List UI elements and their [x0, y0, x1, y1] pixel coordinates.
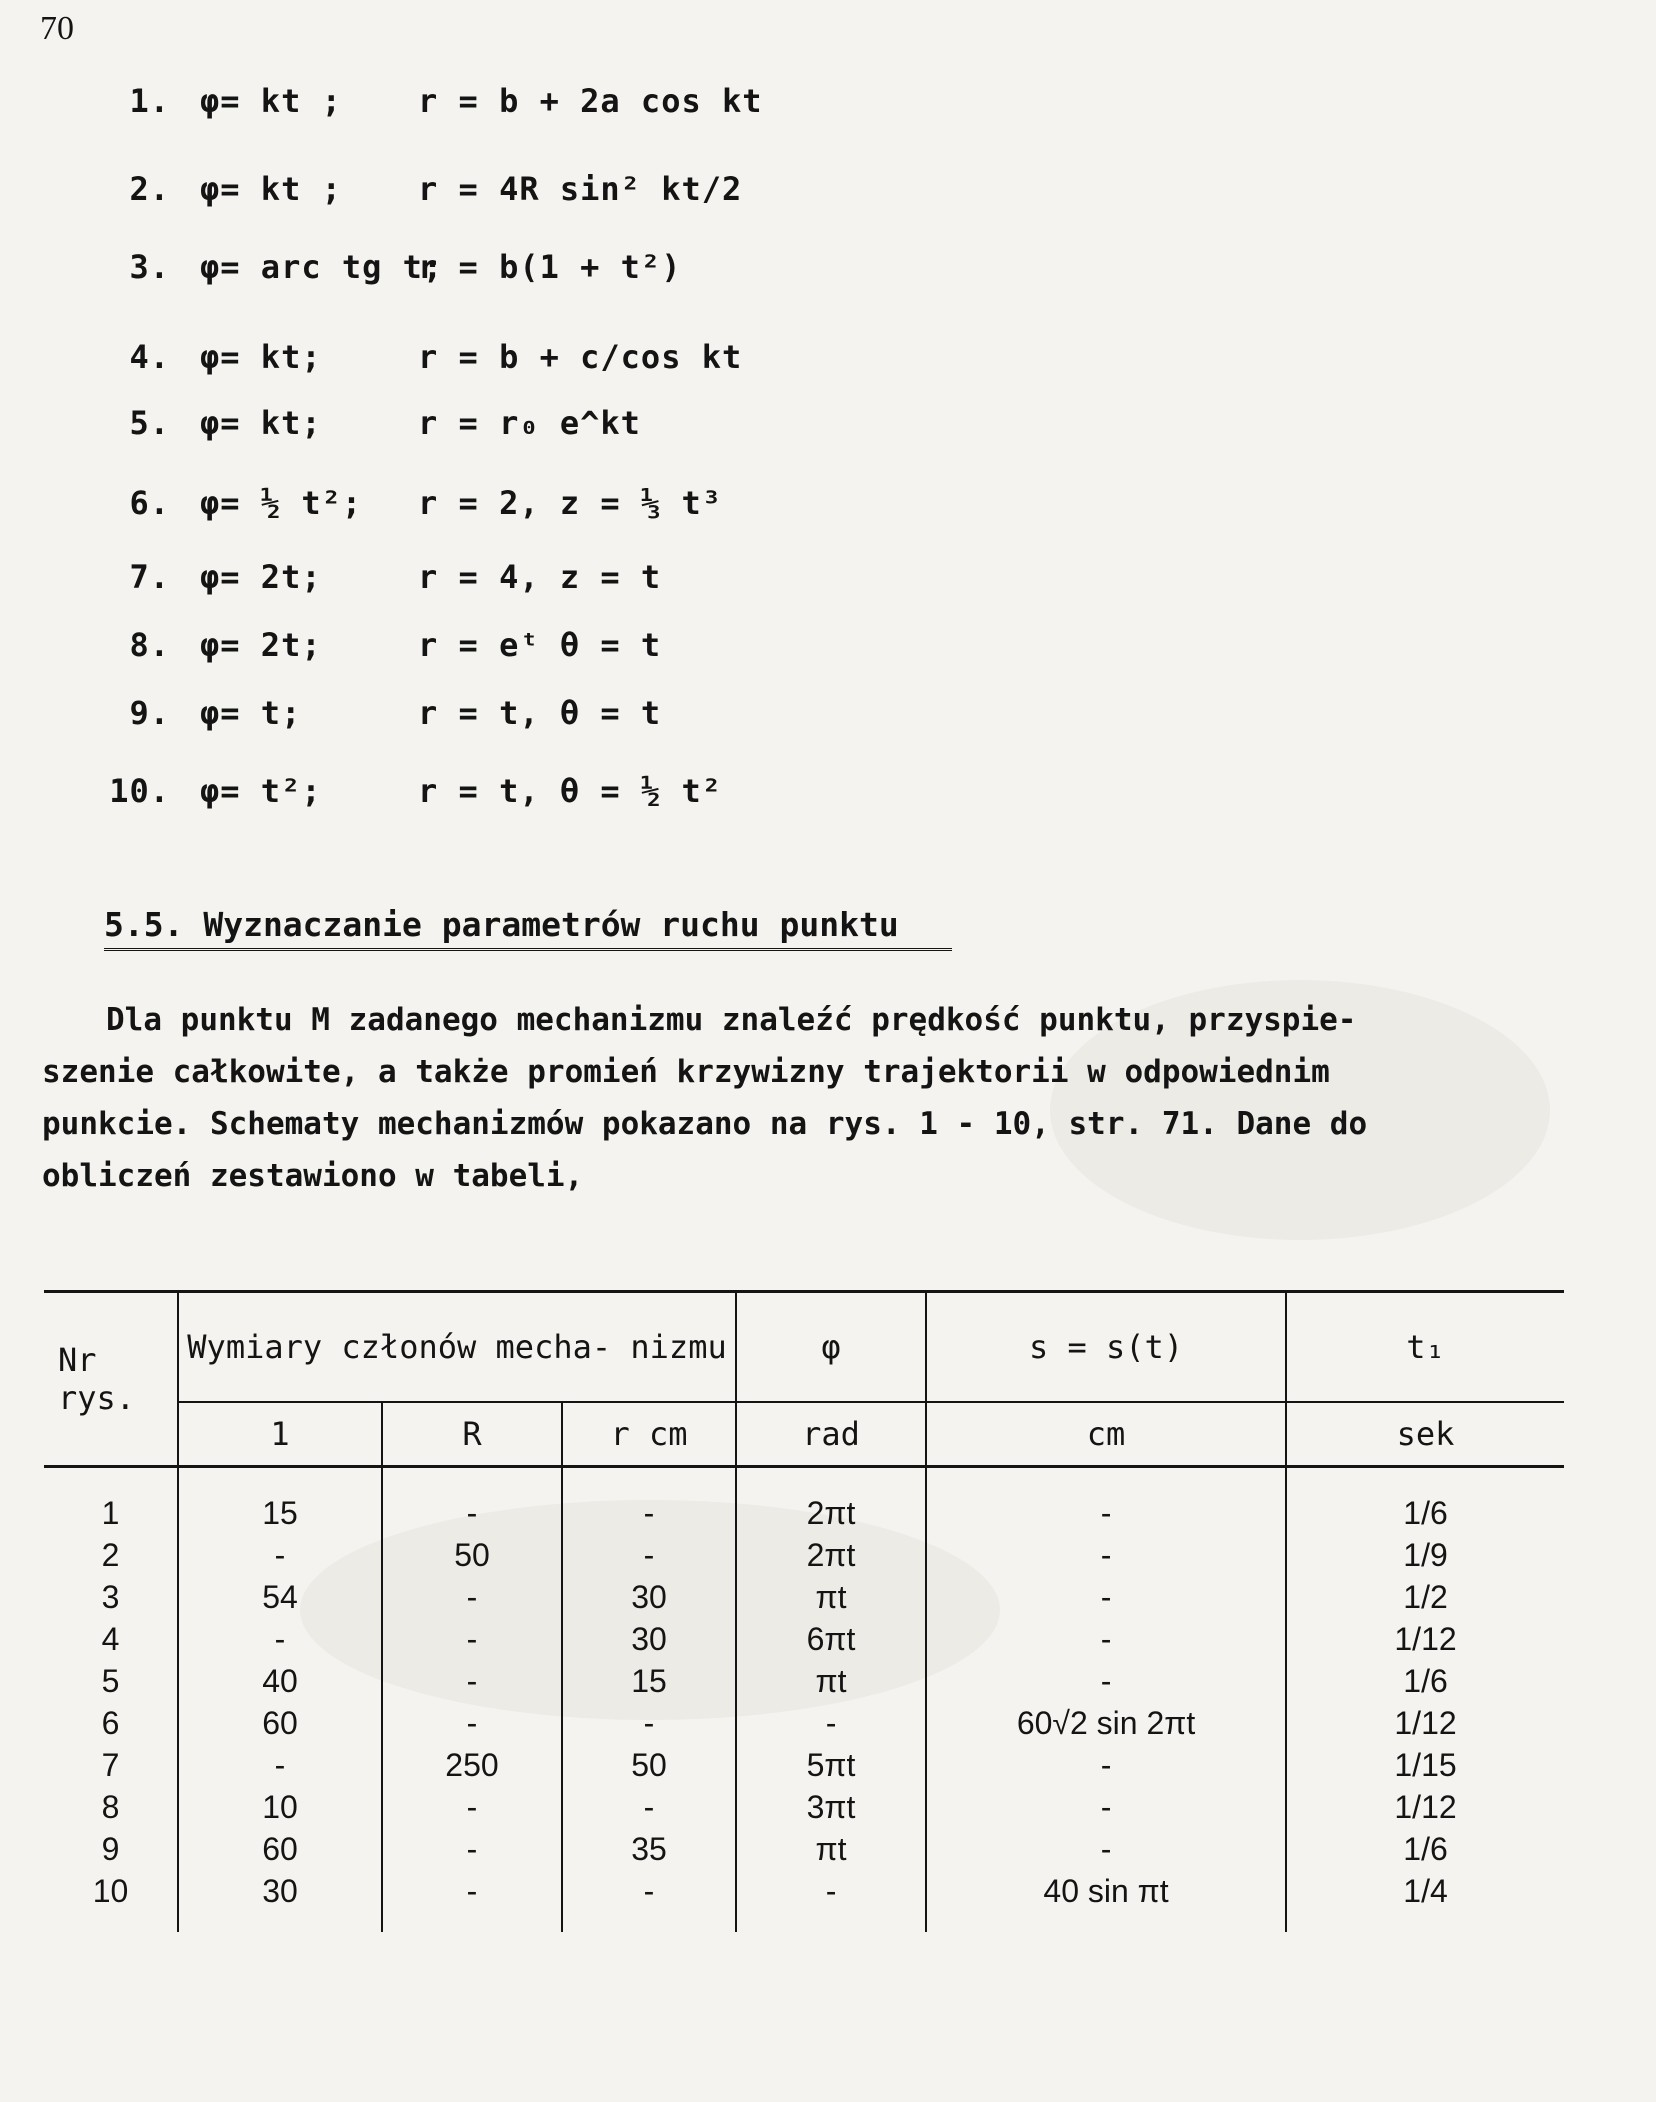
- table-row: [44, 1702, 1564, 1744]
- cell-R: 250: [382, 1744, 562, 1786]
- table-row: [44, 1534, 1564, 1576]
- formula-number: 10.: [109, 772, 170, 810]
- table-row: [44, 1870, 1564, 1932]
- unit-r: r cm: [562, 1402, 736, 1467]
- header-nr-rys: Nr rys.: [44, 1292, 178, 1467]
- paragraph-line: Dla punktu M zadanego mechanizmu znaleźć prędkość punktu, przyspie-: [106, 1002, 1357, 1038]
- cell-R: 50: [382, 1534, 562, 1576]
- formula-radius: r = b + c/cos kt: [418, 338, 743, 376]
- formula-radius: r = eᵗ θ = t: [418, 626, 662, 664]
- cell-r: 30: [562, 1618, 736, 1660]
- paragraph-line: szenie całkowite, a także promień krzywizny trajektorii w odpowiednim: [42, 1054, 1330, 1090]
- formula-phi: φ= arc tg t;: [200, 248, 444, 286]
- table-row: [44, 1576, 1564, 1618]
- formula-number: 9.: [129, 694, 170, 732]
- cell-t1: 1/15: [1286, 1744, 1564, 1786]
- data-table-wrapper: [44, 1290, 1564, 1932]
- cell-t1: 1/12: [1286, 1786, 1564, 1828]
- cell-t1: 1/6: [1286, 1660, 1564, 1702]
- cell-nr: 5: [44, 1660, 178, 1702]
- unit-R: R: [382, 1402, 562, 1467]
- cell-nr: 4: [44, 1618, 178, 1660]
- unit-rad: rad: [736, 1402, 926, 1467]
- cell-l: 30: [178, 1870, 382, 1932]
- formula-radius: r = b + 2a cos kt: [418, 82, 763, 120]
- cell-nr: 2: [44, 1534, 178, 1576]
- formula-phi: φ= t²;: [200, 772, 322, 810]
- table-row: [44, 1828, 1564, 1870]
- unit-sek: sek: [1286, 1402, 1564, 1467]
- cell-s: -: [926, 1828, 1286, 1870]
- formula-phi: φ= 2t;: [200, 626, 322, 664]
- cell-s: -: [926, 1786, 1286, 1828]
- cell-r: -: [562, 1786, 736, 1828]
- cell-l: -: [178, 1534, 382, 1576]
- cell-nr: 10: [44, 1870, 178, 1932]
- formula-row: [100, 338, 860, 394]
- formula-number: 7.: [129, 558, 170, 596]
- formula-row: [100, 772, 860, 828]
- cell-nr: 7: [44, 1744, 178, 1786]
- cell-R: -: [382, 1576, 562, 1618]
- table-units-row: [44, 1402, 1564, 1467]
- cell-l: 10: [178, 1786, 382, 1828]
- formula-row: [100, 484, 860, 540]
- formula-row: [100, 82, 860, 138]
- cell-l: -: [178, 1618, 382, 1660]
- paragraph-line: punkcie. Schematy mechanizmów pokazano na rys. 1 - 10, str. 71. Dane do: [42, 1106, 1368, 1142]
- cell-R: -: [382, 1870, 562, 1932]
- cell-l: 40: [178, 1660, 382, 1702]
- formula-number: 8.: [129, 626, 170, 664]
- cell-l: 60: [178, 1702, 382, 1744]
- cell-r: 35: [562, 1828, 736, 1870]
- cell-t1: 1/6: [1286, 1467, 1564, 1535]
- cell-phi: -: [736, 1870, 926, 1932]
- cell-nr: 3: [44, 1576, 178, 1618]
- cell-nr: 6: [44, 1702, 178, 1744]
- cell-nr: 1: [44, 1467, 178, 1535]
- formula-radius: r = r₀ e^kt: [418, 404, 641, 442]
- cell-s: 60√2 sin 2πt: [926, 1702, 1286, 1744]
- formula-number: 6.: [129, 484, 170, 522]
- cell-r: 30: [562, 1576, 736, 1618]
- formula-radius: r = b(1 + t²): [418, 248, 682, 286]
- cell-phi: 5πt: [736, 1744, 926, 1786]
- formula-number: 5.: [129, 404, 170, 442]
- cell-phi: πt: [736, 1576, 926, 1618]
- header-s: s = s(t): [926, 1292, 1286, 1403]
- cell-phi: πt: [736, 1660, 926, 1702]
- cell-R: -: [382, 1828, 562, 1870]
- formula-row: [100, 170, 860, 226]
- formula-row: [100, 248, 860, 304]
- cell-t1: 1/4: [1286, 1870, 1564, 1932]
- paragraph-line: obliczeń zestawiono w tabeli,: [42, 1158, 584, 1194]
- formula-phi: φ= ½ t²;: [200, 484, 363, 522]
- formula-phi: φ= kt ;: [200, 170, 342, 208]
- cell-t1: 1/12: [1286, 1618, 1564, 1660]
- cell-l: 60: [178, 1828, 382, 1870]
- cell-s: -: [926, 1576, 1286, 1618]
- cell-R: -: [382, 1467, 562, 1535]
- cell-phi: 2πt: [736, 1467, 926, 1535]
- formula-phi: φ= t;: [200, 694, 302, 732]
- unit-l: 1: [178, 1402, 382, 1467]
- cell-R: -: [382, 1660, 562, 1702]
- formula-radius: r = 2, z = ⅓ t³: [418, 484, 722, 522]
- header-phi: φ: [736, 1292, 926, 1403]
- cell-t1: 1/2: [1286, 1576, 1564, 1618]
- formula-number: 4.: [129, 338, 170, 376]
- cell-t1: 1/9: [1286, 1534, 1564, 1576]
- cell-s: -: [926, 1744, 1286, 1786]
- cell-phi: 3πt: [736, 1786, 926, 1828]
- cell-nr: 8: [44, 1786, 178, 1828]
- formula-radius: r = t, θ = ½ t²: [418, 772, 722, 810]
- formula-row: [100, 626, 860, 682]
- formula-phi: φ= 2t;: [200, 558, 322, 596]
- formula-phi: φ= kt ;: [200, 82, 342, 120]
- task-paragraph: [42, 994, 1562, 1202]
- unit-cm: cm: [926, 1402, 1286, 1467]
- cell-r: -: [562, 1467, 736, 1535]
- formula-radius: r = 4, z = t: [418, 558, 662, 596]
- formula-row: [100, 404, 860, 460]
- cell-l: -: [178, 1744, 382, 1786]
- section-heading: 5.5. Wyznaczanie parametrów ruchu punktu: [104, 905, 952, 951]
- page-number: 70: [40, 10, 74, 47]
- formula-radius: r = 4R sin² kt/2: [418, 170, 743, 208]
- formula-number: 3.: [129, 248, 170, 286]
- cell-l: 54: [178, 1576, 382, 1618]
- cell-t1: 1/12: [1286, 1702, 1564, 1744]
- cell-nr: 9: [44, 1828, 178, 1870]
- header-t1: t₁: [1286, 1292, 1564, 1403]
- header-dimensions: Wymiary członów mecha- nizmu: [178, 1292, 736, 1403]
- table-row: [44, 1786, 1564, 1828]
- cell-phi: πt: [736, 1828, 926, 1870]
- formula-number: 2.: [129, 170, 170, 208]
- cell-s: -: [926, 1534, 1286, 1576]
- table-row: [44, 1744, 1564, 1786]
- cell-s: -: [926, 1660, 1286, 1702]
- table-header-row: [44, 1292, 1564, 1403]
- formula-number: 1.: [129, 82, 170, 120]
- cell-phi: 6πt: [736, 1618, 926, 1660]
- cell-l: 15: [178, 1467, 382, 1535]
- table-row: [44, 1618, 1564, 1660]
- cell-s: -: [926, 1618, 1286, 1660]
- cell-t1: 1/6: [1286, 1828, 1564, 1870]
- cell-r: 15: [562, 1660, 736, 1702]
- table-row: [44, 1467, 1564, 1535]
- formula-row: [100, 558, 860, 614]
- formula-phi: φ= kt;: [200, 338, 322, 376]
- cell-r: 50: [562, 1744, 736, 1786]
- cell-r: -: [562, 1534, 736, 1576]
- cell-r: -: [562, 1870, 736, 1932]
- cell-phi: 2πt: [736, 1534, 926, 1576]
- cell-R: -: [382, 1618, 562, 1660]
- cell-R: -: [382, 1702, 562, 1744]
- cell-phi: -: [736, 1702, 926, 1744]
- formula-radius: r = t, θ = t: [418, 694, 662, 732]
- cell-R: -: [382, 1786, 562, 1828]
- cell-r: -: [562, 1702, 736, 1744]
- formula-phi: φ= kt;: [200, 404, 322, 442]
- table-row: [44, 1660, 1564, 1702]
- mechanism-data-table: [44, 1290, 1564, 1932]
- cell-s: 40 sin πt: [926, 1870, 1286, 1932]
- formula-row: [100, 694, 860, 750]
- cell-s: -: [926, 1467, 1286, 1535]
